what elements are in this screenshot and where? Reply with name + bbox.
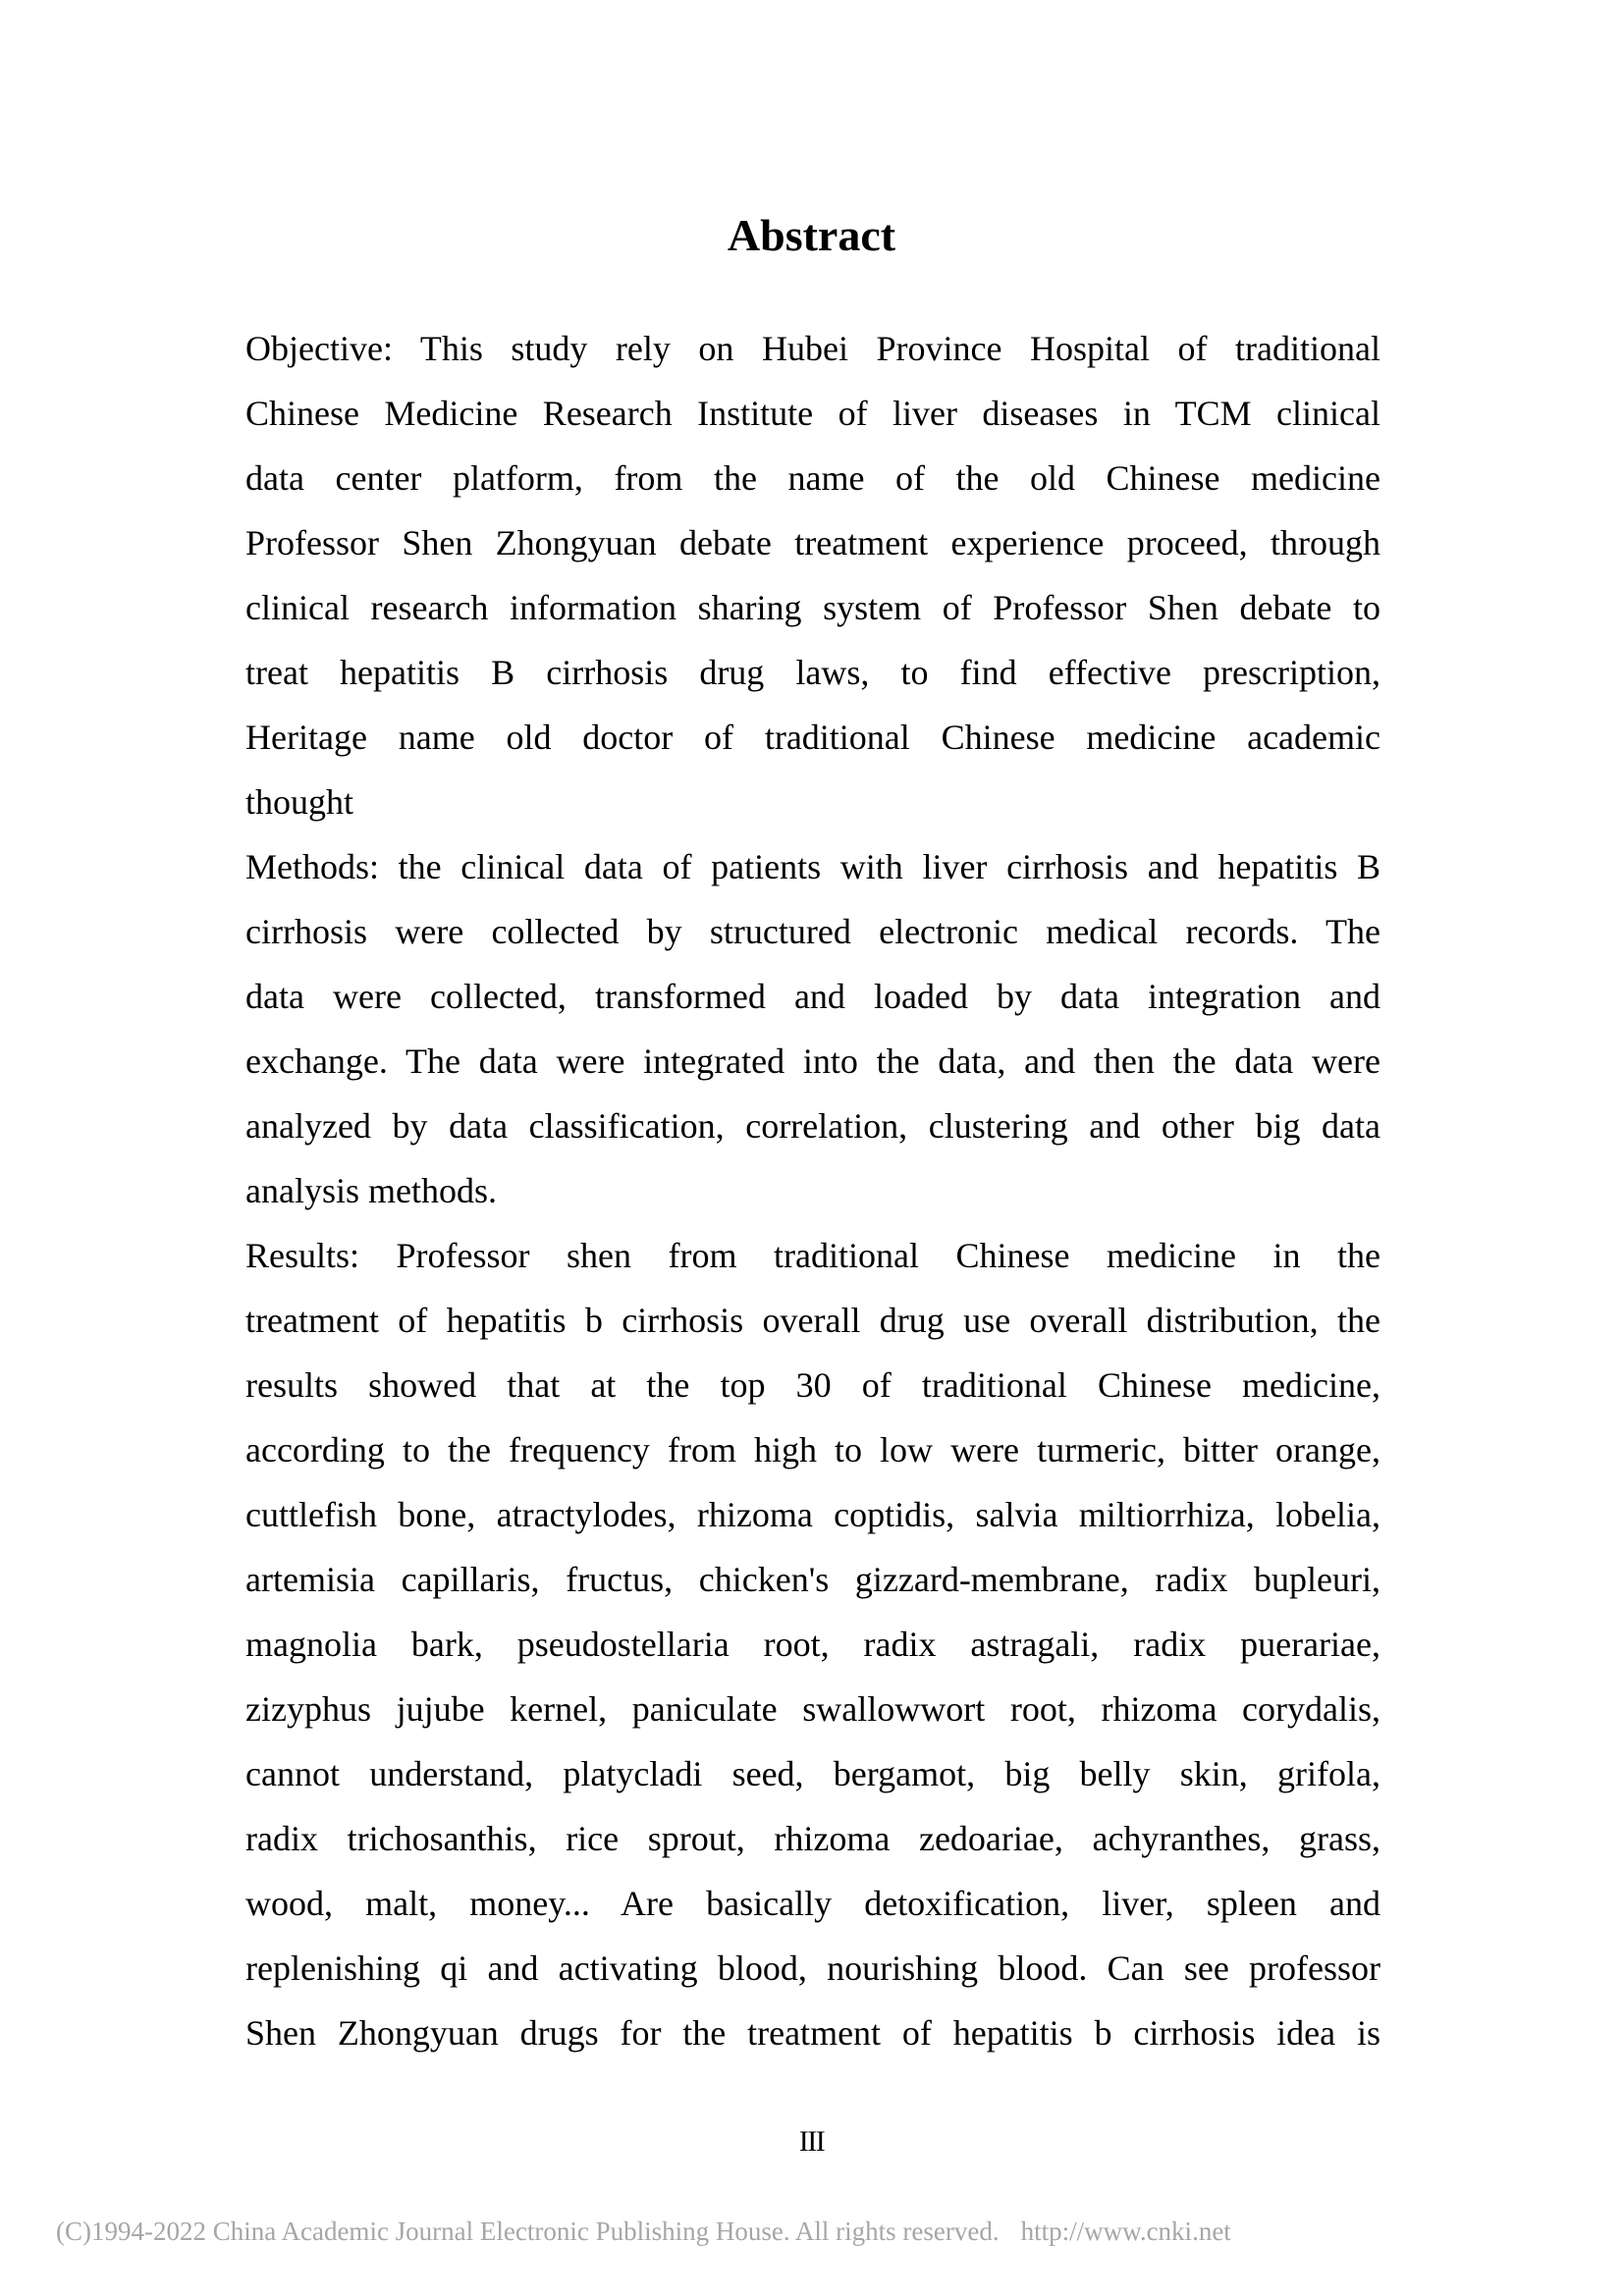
- body-line: Objective: This study rely on Hubei Province Hospital of traditional: [245, 329, 1380, 368]
- body-line: zizyphus jujube kernel, paniculate swallowwort root, rhizoma corydalis,: [245, 1689, 1380, 1729]
- footer-url: http://www.cnki.net: [1020, 2216, 1231, 2246]
- body-line: Professor Shen Zhongyuan debate treatment experience proceed, through: [245, 523, 1380, 562]
- body-line: analyzed by data classification, correlation, clustering and other big data: [245, 1106, 1380, 1146]
- body-line: according to the frequency from high to low were turmeric, bitter orange,: [245, 1430, 1380, 1469]
- body-line: Chinese Medicine Research Institute of liver diseases in TCM clinical: [245, 394, 1380, 433]
- body-line: exchange. The data were integrated into the data, and then the data were: [245, 1041, 1380, 1081]
- body-line: radix trichosanthis, rice sprout, rhizoma zedoariae, achyranthes, grass,: [245, 1819, 1380, 1858]
- body-line: data were collected, transformed and loaded by data integration and: [245, 977, 1380, 1016]
- body-line: Shen Zhongyuan drugs for the treatment of hepatitis b cirrhosis idea is: [245, 2013, 1380, 2053]
- body-line: Heritage name old doctor of traditional Chinese medicine academic: [245, 718, 1380, 757]
- body-line: Methods: the clinical data of patients with liver cirrhosis and hepatitis B: [245, 847, 1380, 886]
- body-line: artemisia capillaris, fructus, chicken's gizzard-membrane, radix bupleuri,: [245, 1560, 1380, 1599]
- page-number: III: [798, 2125, 825, 2158]
- body-line: results showed that at the top 30 of traditional Chinese medicine,: [245, 1365, 1380, 1405]
- body-line: cirrhosis were collected by structured electronic medical records. The: [245, 912, 1380, 951]
- body-line: replenishing qi and activating blood, nourishing blood. Can see professor: [245, 1949, 1380, 1988]
- body-line: cannot understand, platycladi seed, bergamot, big belly skin, grifola,: [245, 1754, 1380, 1793]
- body-line: treatment of hepatitis b cirrhosis overall drug use overall distribution, the: [245, 1301, 1380, 1340]
- body-line: magnolia bark, pseudostellaria root, radix astragali, radix puerariae,: [245, 1625, 1380, 1664]
- body-line: cuttlefish bone, atractylodes, rhizoma coptidis, salvia miltiorrhiza, lobelia,: [245, 1495, 1380, 1534]
- body-line: wood, malt, money... Are basically detoxification, liver, spleen and: [245, 1884, 1380, 1923]
- body-line: analysis methods.: [245, 1171, 497, 1210]
- page-title: Abstract: [727, 210, 896, 260]
- copyright-text: (C)1994-2022 China Academic Journal Electronic Publishing House. All rights reserved.: [56, 2216, 1000, 2246]
- body-line: thought: [245, 782, 354, 822]
- body-line: clinical research information sharing system of Professor Shen debate to: [245, 588, 1380, 627]
- body-line: Results: Professor shen from traditional Chinese medicine in the: [245, 1236, 1380, 1275]
- footer: [56, 2215, 1231, 2248]
- body-line: data center platform, from the name of the old Chinese medicine: [245, 458, 1380, 498]
- body-line: treat hepatitis B cirrhosis drug laws, to find effective prescription,: [245, 653, 1380, 692]
- abstract-body: [245, 316, 1380, 2065]
